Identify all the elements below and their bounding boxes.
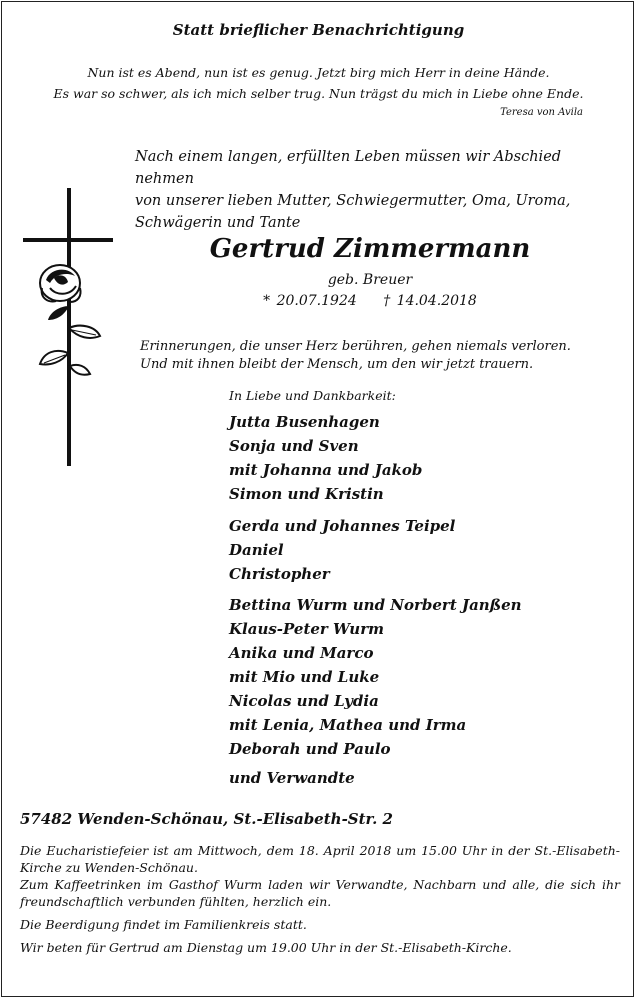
- prayer-info: Wir beten für Gertrud am Dienstag um 19.00 Uhr in der St.-Elisabeth-Kirche.: [20, 940, 512, 955]
- family-address: 57482 Wenden-Schönau, St.-Elisabeth-Str. 2: [20, 810, 393, 828]
- mourner: mit Johanna und Jakob: [229, 461, 423, 479]
- mourner: Klaus-Peter Wurm: [229, 620, 384, 638]
- life-dates: [150, 293, 590, 309]
- birth-date: * 20.07.1924: [263, 293, 357, 309]
- memory-quote: [140, 338, 610, 374]
- poem-line-1: Nun ist es Abend, nun ist es genug. Jetzt birg mich Herr in deine Hände.: [87, 65, 550, 80]
- mourner: mit Lenia, Mathea und Irma: [229, 716, 467, 734]
- birth-name: geb. Breuer: [327, 272, 413, 288]
- coffee-info: Zum Kaffeetrinken im Gasthof Wurm laden wir Verwandte, Nachbarn und alle, die sich ihr freundschaftlich verbunden fühlten, herzlich ein.: [20, 877, 620, 909]
- poem-attribution: Teresa von Avila: [500, 107, 583, 118]
- intro-line-1: Nach einem langen, erfüllten Leben müssen wir Abschied nehmen: [135, 149, 562, 187]
- death-date: † 14.04.2018: [383, 293, 477, 309]
- memory-line-1: Erinnerungen, die unser Herz berühren, gehen niemals verloren.: [140, 339, 571, 354]
- family-group-1: [229, 410, 422, 506]
- burial-info: Die Beerdigung findet im Familienkreis statt.: [20, 917, 307, 932]
- deceased-name: Gertrud Zimmermann: [209, 234, 531, 264]
- mourner: Christopher: [229, 565, 330, 583]
- mourner: mit Mio und Luke: [229, 668, 380, 686]
- thanks-line: In Liebe und Dankbarkeit:: [229, 388, 396, 403]
- family-group-2: [229, 514, 455, 586]
- rose-icon: [40, 265, 100, 388]
- family-group-4: [229, 766, 355, 790]
- cross-icon: [20, 188, 120, 468]
- mourner: Anika und Marco: [229, 644, 374, 662]
- mourner: Bettina Wurm und Norbert Janßen: [229, 596, 522, 614]
- mourner: Simon und Kristin: [229, 485, 384, 503]
- mourner: Deborah und Paulo: [229, 740, 391, 758]
- mourner: Daniel: [229, 541, 284, 559]
- mourner: Sonja und Sven: [229, 437, 359, 455]
- service-details: [20, 842, 620, 956]
- poem-line-2: Es war so schwer, als ich mich selber trug. Nun trägst du mich in Liebe ohne Ende.: [53, 86, 584, 101]
- intro-line-2: von unserer lieben Mutter, Schwiegermutter, Oma, Uroma,: [135, 193, 571, 209]
- intro-text: [135, 146, 605, 234]
- intro-line-3: Schwägerin und Tante: [135, 215, 301, 231]
- notice-heading: Statt brieflicher Benachrichtigung: [172, 21, 465, 39]
- mourner: Jutta Busenhagen: [229, 413, 380, 431]
- mourner: Nicolas und Lydia: [229, 692, 379, 710]
- memory-line-2: Und mit ihnen bleibt der Mensch, um den wir jetzt trauern.: [140, 357, 534, 372]
- mourner: und Verwandte: [229, 769, 355, 787]
- mourner: Gerda und Johannes Teipel: [229, 517, 456, 535]
- family-group-3: [229, 593, 522, 761]
- mass-info: Die Eucharistiefeier ist am Mittwoch, dem 18. April 2018 um 15.00 Uhr in der St.-Elisabeth-Kirche zu Wenden-Schönau.: [20, 843, 620, 875]
